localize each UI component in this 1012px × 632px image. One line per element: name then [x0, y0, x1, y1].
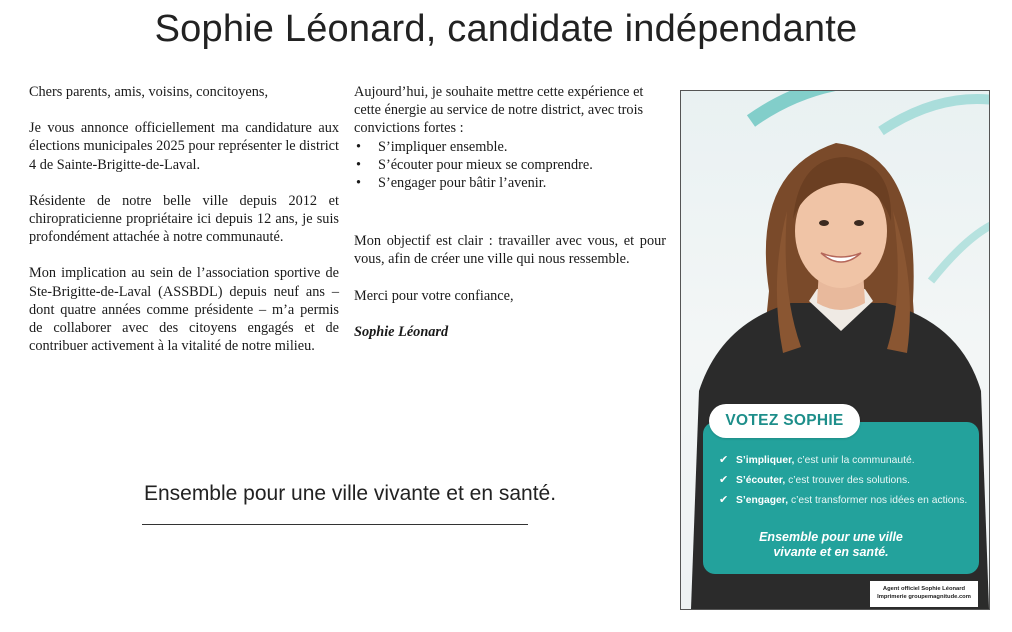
official-agent-notice: Agent officiel Sophie Léonard Imprimerie groupemagnitude.com — [870, 581, 978, 607]
signature: Sophie Léonard — [354, 323, 449, 340]
vote-badge: VOTEZ SOPHIE — [709, 404, 860, 438]
bullet-icon: • — [356, 175, 362, 192]
list-item: • S’écouter pour mieux se comprendre. — [356, 156, 593, 173]
slogan: Ensemble pour une ville vivante et en santé. — [143, 482, 557, 505]
list-item: • S’engager pour bâtir l’avenir. — [356, 175, 547, 192]
campaign-poster — [680, 90, 990, 610]
text-column-left — [29, 83, 339, 373]
bullet-icon: • — [356, 138, 362, 155]
divider — [142, 524, 528, 525]
convictions-list — [354, 138, 666, 193]
paragraph-involvement: Mon implication au sein de l’association sportive de Ste-Brigitte-de-Laval (ASSBDL) depuis neuf ans – dont quatre années comme présidente – m’a permis de collaborer avec des citoyens engagés et de contribuer activement à la vitalité de notre milieu. — [29, 265, 339, 355]
paragraph-thanks: Merci pour votre confiance, — [354, 287, 514, 304]
check-icon: ✔ — [719, 474, 729, 486]
page-title: Sophie Léonard, candidate indépendante — [154, 8, 858, 50]
bullet-icon: • — [356, 156, 362, 173]
paragraph-intro: Aujourd’hui, je souhaite mettre cette expérience et cette énergie au service de notre district, avec trois convictions fortes : — [354, 84, 644, 137]
check-icon: ✔ — [719, 494, 729, 506]
list-item: • S’impliquer ensemble. — [356, 138, 508, 155]
list-item: ✔ S’impliquer, c’est unir la communauté. — [719, 454, 915, 466]
paragraph-resident: Résidente de notre belle ville depuis 2012 et chiropraticienne propriétaire ici depuis 12 ans, je suis profondément attachée à notre communauté. — [29, 192, 339, 246]
salutation: Chers parents, amis, voisins, concitoyens, — [29, 84, 269, 100]
list-item: ✔ S’engager, c’est transformer nos idées en actions. — [719, 494, 968, 506]
poster-values-list — [719, 454, 969, 514]
text-column-right — [354, 83, 666, 359]
paragraph-candidacy: Je vous annonce officiellement ma candidature aux élections municipales 2025 pour représenter le district 4 de Sainte-Brigitte-de-Laval. — [29, 120, 339, 173]
check-icon: ✔ — [719, 454, 729, 466]
poster-slogan: Ensemble pour une ville vivante et en santé. — [759, 530, 903, 559]
paragraph-objective: Mon objectif est clair : travailler avec vous, et pour vous, afin de créer une ville qui nous ressemble. — [354, 233, 666, 268]
list-item: ✔ S’écouter, c’est trouver des solutions. — [719, 474, 910, 486]
